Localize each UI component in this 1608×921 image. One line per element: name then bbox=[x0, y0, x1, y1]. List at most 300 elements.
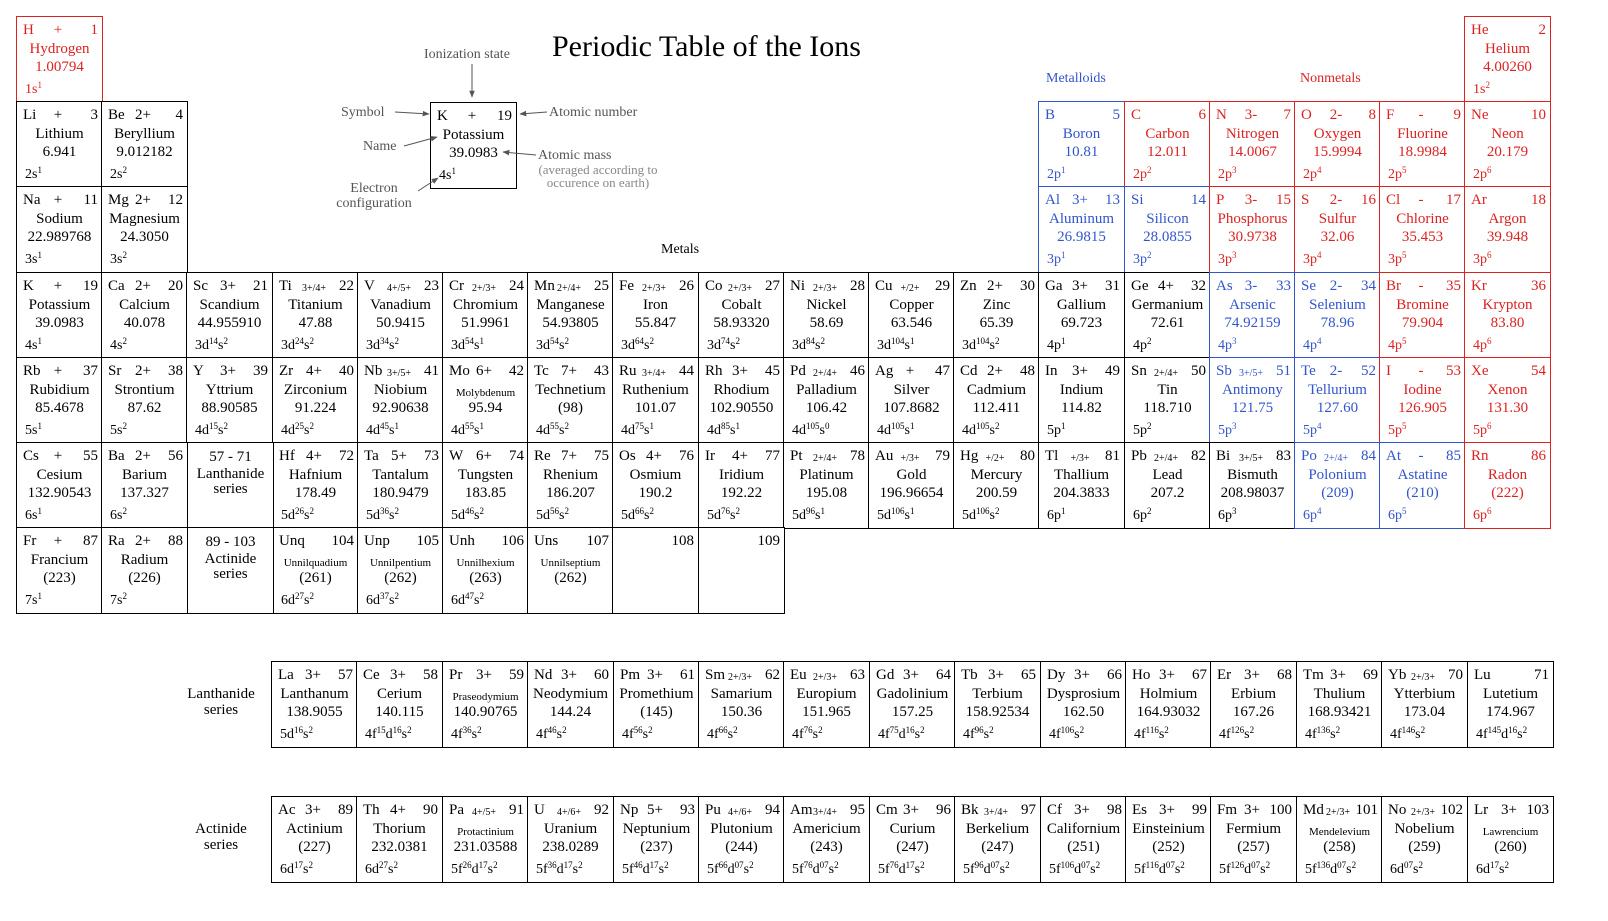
element-sym: S bbox=[1301, 192, 1310, 208]
element-ion: 2+/3+ bbox=[727, 672, 753, 683]
element-sym: Mn bbox=[534, 278, 555, 294]
element-name: Copper bbox=[889, 297, 934, 313]
element-num: 25 bbox=[594, 278, 609, 294]
element-name: Californium bbox=[1046, 821, 1121, 837]
element-cell-tungsten bbox=[442, 442, 529, 529]
element-sym: Unq bbox=[279, 533, 305, 549]
element-sym: Er bbox=[1217, 667, 1232, 683]
element-name: Antimony bbox=[1222, 382, 1283, 398]
element-cell-potassium bbox=[16, 272, 103, 359]
element-sym: Pu bbox=[705, 802, 721, 818]
element-cell-polonium bbox=[1294, 442, 1381, 529]
element-ion: 2+/3+ bbox=[1410, 672, 1436, 683]
element-num: 51 bbox=[1276, 363, 1291, 379]
actinide-placeholder-label: Actinide series bbox=[204, 551, 257, 582]
element-mass: 74.92159 bbox=[1224, 315, 1281, 331]
element-mass: 72.61 bbox=[1150, 315, 1185, 331]
element-num: 103 bbox=[1526, 802, 1549, 818]
element-cell-krypton bbox=[1464, 272, 1551, 359]
element-ion: 3+ bbox=[647, 667, 663, 683]
element-mass: 15.9994 bbox=[1313, 144, 1362, 160]
element-sym: Ni bbox=[790, 278, 805, 294]
element-cell-thulium bbox=[1296, 661, 1383, 748]
element-mass: 6.941 bbox=[42, 144, 77, 160]
arrow-electron-configuration bbox=[418, 178, 438, 191]
element-cell-cerium bbox=[356, 661, 443, 748]
element-ion: 2+ bbox=[135, 533, 151, 549]
lanthanide-placeholder-range: 57 - 71 bbox=[209, 449, 252, 465]
element-num: 16 bbox=[1361, 192, 1376, 208]
element-cell-einsteinium bbox=[1125, 796, 1212, 883]
element-mass: (226) bbox=[128, 570, 161, 586]
element-mass: 51.9961 bbox=[461, 315, 510, 331]
element-num: 80 bbox=[1020, 448, 1035, 464]
element-num: 20 bbox=[168, 278, 183, 294]
element-name: Manganese bbox=[536, 297, 605, 313]
element-mass: 79.904 bbox=[1401, 315, 1444, 331]
element-sym: Pa bbox=[449, 802, 464, 818]
element-name: Europium bbox=[796, 686, 857, 702]
element-ion: 7+ bbox=[561, 448, 577, 464]
legend-symbol: Symbol bbox=[341, 105, 385, 120]
element-cfg: $6p^4$ bbox=[1303, 506, 1322, 523]
element-name: Gallium bbox=[1056, 297, 1107, 313]
element-sym: Y bbox=[193, 363, 204, 379]
element-mass: (247) bbox=[981, 839, 1014, 855]
element-num: 102 bbox=[1440, 802, 1463, 818]
element-ion: + bbox=[53, 107, 63, 123]
element-name: Rhodium bbox=[713, 382, 770, 398]
element-cell-lithium bbox=[16, 101, 103, 188]
element-sym: Zr bbox=[279, 363, 294, 379]
element-ion: 3+/4+ bbox=[301, 283, 327, 294]
element-mass: (258) bbox=[1323, 839, 1356, 855]
element-cfg: $5f^{76}d^{17}s^2$ bbox=[878, 860, 925, 877]
element-name: Ytterbium bbox=[1393, 686, 1456, 702]
element-mass: 168.93421 bbox=[1307, 704, 1372, 720]
element-cfg: $5f^{106}d^{07}s^2$ bbox=[1049, 860, 1101, 877]
element-mass: 63.546 bbox=[890, 315, 933, 331]
element-num: 50 bbox=[1191, 363, 1206, 379]
element-sym: Ga bbox=[1045, 278, 1063, 294]
element-cell-niobium bbox=[357, 357, 444, 444]
element-ion: 6+ bbox=[476, 363, 492, 379]
element-cfg: $5p^2$ bbox=[1133, 421, 1152, 438]
element-name: Chromium bbox=[452, 297, 518, 313]
element-ion: 2+/3+ bbox=[812, 283, 838, 294]
element-num: 109 bbox=[757, 533, 780, 549]
element-mass: 140.115 bbox=[375, 704, 424, 720]
element-num: 36 bbox=[1531, 278, 1546, 294]
element-cell-scandium bbox=[186, 272, 273, 359]
element-mass: (244) bbox=[725, 839, 758, 855]
element-cfg: $6d^{27}s^2$ bbox=[281, 591, 314, 608]
element-cell-unnilseptium bbox=[527, 527, 614, 614]
element-ion: 2+/3+ bbox=[641, 283, 667, 294]
element-mass: 55.847 bbox=[634, 315, 677, 331]
element-name: Magnesium bbox=[109, 211, 180, 227]
element-name: Astatine bbox=[1397, 467, 1448, 483]
element-cell-manganese bbox=[527, 272, 614, 359]
element-cell-chromium bbox=[442, 272, 529, 359]
element-mass: (227) bbox=[298, 839, 331, 855]
element-cfg: $5p^5$ bbox=[1388, 421, 1407, 438]
legend-atomic-mass: Atomic mass bbox=[538, 148, 612, 163]
element-mass: 192.22 bbox=[720, 485, 763, 501]
element-name: Thorium bbox=[373, 821, 426, 837]
element-name: Bromine bbox=[1396, 297, 1449, 313]
element-sym: Ag bbox=[875, 363, 894, 379]
element-name: Sulfur bbox=[1318, 211, 1357, 227]
element-cfg: $5d^{26}s^2$ bbox=[281, 506, 314, 523]
element-ion: 4+/6+ bbox=[727, 807, 753, 818]
element-name: Aluminum bbox=[1048, 211, 1114, 227]
element-cfg: $3d^{34}s^2$ bbox=[366, 336, 399, 353]
element-name: Lead bbox=[1152, 467, 1183, 483]
element-mass: 132.90543 bbox=[27, 485, 92, 501]
element-ion: 3+ bbox=[988, 667, 1004, 683]
element-num: 63 bbox=[850, 667, 865, 683]
element-mass: 140.90765 bbox=[453, 704, 518, 720]
element-cfg: $5f^{136}d^{07}s^2$ bbox=[1305, 860, 1357, 877]
element-mass: 9.012182 bbox=[116, 144, 173, 160]
element-name: Protactinium bbox=[457, 826, 514, 838]
element-cfg: $4s^2$ bbox=[110, 336, 127, 353]
element-name: Mercury bbox=[970, 467, 1023, 483]
element-cell-bismuth bbox=[1209, 442, 1296, 529]
element-cfg: $6s^1$ bbox=[25, 506, 42, 523]
element-cfg: $3d^{24}s^2$ bbox=[281, 336, 314, 353]
element-cfg: $4d^{25}s^2$ bbox=[281, 421, 314, 438]
element-ion: 4+ bbox=[1158, 278, 1174, 294]
element-cfg: $5p^1$ bbox=[1047, 421, 1066, 438]
element-cfg: $4d^{15}s^2$ bbox=[195, 421, 228, 438]
element-sym: No bbox=[1388, 802, 1407, 818]
element-sym: Ne bbox=[1471, 107, 1489, 123]
element-cfg: $4f^{66}s^2$ bbox=[707, 725, 738, 742]
element-cell-rhodium bbox=[698, 357, 785, 444]
element-name: Neptunium bbox=[622, 821, 691, 837]
element-mass: 180.9479 bbox=[372, 485, 429, 501]
element-sym: Pb bbox=[1131, 448, 1147, 464]
element-name: Nobelium bbox=[1394, 821, 1455, 837]
element-sym: Li bbox=[23, 107, 37, 123]
element-cell-chlorine bbox=[1379, 186, 1466, 273]
element-mass: 101.07 bbox=[634, 400, 677, 416]
element-cell-terbium bbox=[954, 661, 1041, 748]
element-mass: (209) bbox=[1321, 485, 1354, 501]
lanthanide-placeholder-cell bbox=[187, 442, 274, 529]
element-ion: + bbox=[53, 533, 63, 549]
element-name: Polonium bbox=[1308, 467, 1367, 483]
element-cfg: $3d^{104}s^2$ bbox=[962, 336, 1000, 353]
element-cell-zirconium bbox=[272, 357, 359, 444]
element-name: Nickel bbox=[806, 297, 847, 313]
element-name: Hafnium bbox=[288, 467, 343, 483]
legend-example-name: Potassium bbox=[442, 127, 505, 143]
element-ion: 3+ bbox=[305, 667, 321, 683]
element-num: 15 bbox=[1276, 192, 1291, 208]
element-num: 65 bbox=[1021, 667, 1036, 683]
element-ion: 2+ bbox=[135, 448, 151, 464]
element-num: 72 bbox=[339, 448, 354, 464]
element-mass: (210) bbox=[1406, 485, 1439, 501]
arrow-atomic-mass bbox=[503, 152, 536, 155]
element-mass: 78.96 bbox=[1320, 315, 1355, 331]
element-mass: 4.00260 bbox=[1483, 59, 1532, 75]
element-name: Americium bbox=[792, 821, 861, 837]
arrow-name bbox=[404, 137, 437, 146]
element-ion: - bbox=[1418, 363, 1424, 379]
element-name: Silver bbox=[893, 382, 930, 398]
element-sym: Gd bbox=[876, 667, 895, 683]
element-sym: Yb bbox=[1388, 667, 1407, 683]
element-num: 8 bbox=[1368, 107, 1376, 123]
element-name: Terbium bbox=[972, 686, 1023, 702]
element-cfg: $5d^{36}s^2$ bbox=[366, 506, 399, 523]
element-name: Cerium bbox=[377, 686, 422, 702]
element-num: 67 bbox=[1192, 667, 1207, 683]
legend-example-config: $4s^1$ bbox=[439, 166, 456, 183]
element-cell-carbon bbox=[1124, 101, 1211, 188]
element-ion: - bbox=[1418, 192, 1424, 208]
element-cell-praseodymium bbox=[442, 661, 529, 748]
element-num: 96 bbox=[936, 802, 951, 818]
element-name: Cadmium bbox=[966, 382, 1027, 398]
element-num: 35 bbox=[1446, 278, 1461, 294]
element-sym: In bbox=[1045, 363, 1058, 379]
element-num: 68 bbox=[1277, 667, 1292, 683]
element-sym: W bbox=[449, 448, 464, 464]
element-mass: 32.06 bbox=[1320, 229, 1355, 245]
element-num: 23 bbox=[424, 278, 439, 294]
actinide-series-label: Actinide series bbox=[195, 821, 247, 853]
element-mass: 200.59 bbox=[975, 485, 1018, 501]
element-cell-rhenium bbox=[527, 442, 614, 529]
element-ion: 3+/4+ bbox=[812, 807, 838, 818]
element-name: Cobalt bbox=[721, 297, 762, 313]
element-ion: 3+ bbox=[220, 278, 236, 294]
element-cfg: $2p^5$ bbox=[1388, 165, 1407, 182]
element-num: 41 bbox=[424, 363, 439, 379]
element-mass: 92.90638 bbox=[372, 400, 429, 416]
element-mass: 40.078 bbox=[123, 315, 166, 331]
element-num: 90 bbox=[423, 802, 438, 818]
element-ion: + bbox=[53, 448, 63, 464]
element-mass: 50.9415 bbox=[376, 315, 425, 331]
element-num: 77 bbox=[765, 448, 780, 464]
element-ion: 3+/5+ bbox=[1238, 368, 1264, 379]
element-cfg: $5p^4$ bbox=[1303, 421, 1322, 438]
element-num: 1 bbox=[90, 22, 98, 38]
element-cell-lead bbox=[1124, 442, 1211, 529]
element-sym: Unp bbox=[364, 533, 390, 549]
element-name: Thulium bbox=[1313, 686, 1366, 702]
element-sym: Rh bbox=[705, 363, 723, 379]
element-num: 87 bbox=[83, 533, 98, 549]
element-cfg: $4p^6$ bbox=[1473, 336, 1492, 353]
element-cell-radium bbox=[101, 527, 188, 614]
element-sym: Se bbox=[1301, 278, 1316, 294]
element-cell-mendelevium bbox=[1296, 796, 1383, 883]
element-num: 5 bbox=[1112, 107, 1120, 123]
element-sym: P bbox=[1216, 192, 1225, 208]
element-ion: 2+/4+ bbox=[1153, 453, 1179, 464]
element-name: Mendelevium bbox=[1308, 826, 1371, 838]
element-cfg: $4f^{106}s^2$ bbox=[1049, 725, 1085, 742]
element-sym: Cd bbox=[960, 363, 978, 379]
element-sym: Ir bbox=[705, 448, 715, 464]
element-name: Boron bbox=[1062, 126, 1101, 142]
element-sym: Cu bbox=[875, 278, 893, 294]
element-num: 107 bbox=[586, 533, 609, 549]
element-ion: 3+ bbox=[561, 667, 577, 683]
element-cfg: $5p^6$ bbox=[1473, 421, 1492, 438]
element-num: 106 bbox=[501, 533, 524, 549]
element-mass: (262) bbox=[384, 570, 417, 586]
element-name: Erbium bbox=[1231, 686, 1276, 702]
element-cell-mercury bbox=[953, 442, 1040, 529]
element-cfg: $7s^2$ bbox=[110, 591, 127, 608]
arrow-atomic-number bbox=[520, 112, 547, 114]
element-cfg: $3p^3$ bbox=[1218, 250, 1237, 267]
element-cell-barium bbox=[101, 442, 188, 529]
element-name: Gadolinium bbox=[876, 686, 949, 702]
element-num: 93 bbox=[680, 802, 695, 818]
element-num: 6 bbox=[1198, 107, 1206, 123]
element-num: 39 bbox=[253, 363, 268, 379]
element-cell-tantalum bbox=[357, 442, 444, 529]
element-cfg: $5f^{76}d^{07}s^2$ bbox=[792, 860, 839, 877]
element-cfg: $4p^5$ bbox=[1388, 336, 1407, 353]
element-cell-hafnium bbox=[272, 442, 359, 529]
element-name: Oxygen bbox=[1313, 126, 1362, 142]
element-mass: (247) bbox=[896, 839, 929, 855]
element-name: Neon bbox=[1491, 126, 1524, 142]
element-num: 37 bbox=[83, 363, 98, 379]
element-mass: 54.93805 bbox=[542, 315, 599, 331]
element-sym: Nd bbox=[534, 667, 553, 683]
element-num: 76 bbox=[679, 448, 694, 464]
element-sym: Tm bbox=[1303, 667, 1324, 683]
element-cfg: $5f^{26}d^{17}s^2$ bbox=[451, 860, 498, 877]
element-num: 74 bbox=[509, 448, 524, 464]
element-mass: 138.9055 bbox=[286, 704, 343, 720]
element-cfg: $4d^{105}s^0$ bbox=[792, 421, 830, 438]
element-name: Helium bbox=[1485, 41, 1530, 57]
element-mass: (262) bbox=[554, 570, 587, 586]
element-cell-bromine bbox=[1379, 272, 1466, 359]
element-cell-sodium bbox=[16, 186, 103, 273]
element-sym: Cm bbox=[876, 802, 898, 818]
legend-example-mass: 39.0983 bbox=[449, 145, 498, 161]
element-ion: 3+ bbox=[903, 802, 919, 818]
element-num: 53 bbox=[1446, 363, 1461, 379]
element-cfg: $2p^1$ bbox=[1047, 165, 1066, 182]
element-num: 12 bbox=[168, 192, 183, 208]
element-name: Unnilpentium bbox=[369, 557, 432, 569]
element-sym: Eu bbox=[790, 667, 807, 683]
element-ion: 3+/5+ bbox=[386, 368, 412, 379]
element-num: 49 bbox=[1105, 363, 1120, 379]
element-ion: +/3+ bbox=[900, 453, 920, 464]
element-cfg: $4d^{45}s^1$ bbox=[366, 421, 399, 438]
element-sym: Cs bbox=[23, 448, 39, 464]
element-mass: 107.8682 bbox=[883, 400, 940, 416]
element-name: Nitrogen bbox=[1225, 126, 1280, 142]
element-num: 47 bbox=[935, 363, 950, 379]
element-name: Silicon bbox=[1146, 211, 1189, 227]
element-cell-arsenic bbox=[1209, 272, 1296, 359]
element-cell-tellurium bbox=[1294, 357, 1381, 444]
element-num: 84 bbox=[1361, 448, 1376, 464]
element-name: Tungsten bbox=[457, 467, 514, 483]
element-sym: H bbox=[23, 22, 34, 38]
element-cell-zinc bbox=[953, 272, 1040, 359]
element-cfg: $3d^{54}s^2$ bbox=[536, 336, 569, 353]
actinide-placeholder-range: 89 - 103 bbox=[205, 534, 256, 550]
element-ion: 3+ bbox=[476, 667, 492, 683]
element-mass: 178.49 bbox=[294, 485, 337, 501]
legend-name: Name bbox=[363, 139, 397, 154]
element-ion: 2+/3+ bbox=[812, 672, 838, 683]
element-name: Thallium bbox=[1054, 467, 1109, 483]
element-sym: N bbox=[1216, 107, 1227, 123]
element-cell-erbium bbox=[1210, 661, 1297, 748]
element-sym: He bbox=[1471, 22, 1489, 38]
element-num: 52 bbox=[1361, 363, 1376, 379]
element-cell-protactinium bbox=[442, 796, 529, 883]
element-num: 92 bbox=[594, 802, 609, 818]
element-ion: 3+ bbox=[1072, 363, 1088, 379]
element-cell-yttrium bbox=[186, 357, 273, 444]
element-ion: 3+/4+ bbox=[983, 807, 1009, 818]
element-cell-hydrogen bbox=[16, 16, 103, 103]
element-cfg: $3s^2$ bbox=[110, 250, 127, 267]
element-ion: 4+/5+ bbox=[471, 807, 497, 818]
element-num: 61 bbox=[680, 667, 695, 683]
element-mass: 121.75 bbox=[1231, 400, 1274, 416]
element-num: 17 bbox=[1446, 192, 1461, 208]
element-ion: + bbox=[905, 363, 915, 379]
element-cell-radon bbox=[1464, 442, 1551, 529]
element-mass: (257) bbox=[1237, 839, 1270, 855]
element-cell-uranium bbox=[527, 796, 614, 883]
legend-example-ion: + bbox=[467, 108, 477, 124]
metals-label: Metals bbox=[661, 242, 700, 257]
element-cell-cobalt bbox=[698, 272, 785, 359]
element-sym: Pd bbox=[790, 363, 806, 379]
element-name: Lithium bbox=[35, 126, 84, 142]
element-sym: La bbox=[278, 667, 294, 683]
element-cell-unnilhexium bbox=[442, 527, 529, 614]
element-name: Cesium bbox=[36, 467, 83, 483]
element-sym: Xe bbox=[1471, 363, 1489, 379]
element-cfg: $6s^2$ bbox=[110, 506, 127, 523]
element-mass: 44.955910 bbox=[197, 315, 262, 331]
page-title: Periodic Table of the Ions bbox=[552, 30, 861, 63]
element-cfg: $4f^{36}s^2$ bbox=[451, 725, 482, 742]
element-name: Fluorine bbox=[1397, 126, 1448, 142]
element-name: Curium bbox=[889, 821, 936, 837]
element-mass: 30.9738 bbox=[1228, 229, 1277, 245]
element-num: 83 bbox=[1276, 448, 1291, 464]
element-cfg: $4p^1$ bbox=[1047, 336, 1066, 353]
element-ion: - bbox=[1418, 278, 1424, 294]
element-ion: + bbox=[53, 363, 63, 379]
element-cell-gold bbox=[868, 442, 955, 529]
element-num: 94 bbox=[765, 802, 780, 818]
